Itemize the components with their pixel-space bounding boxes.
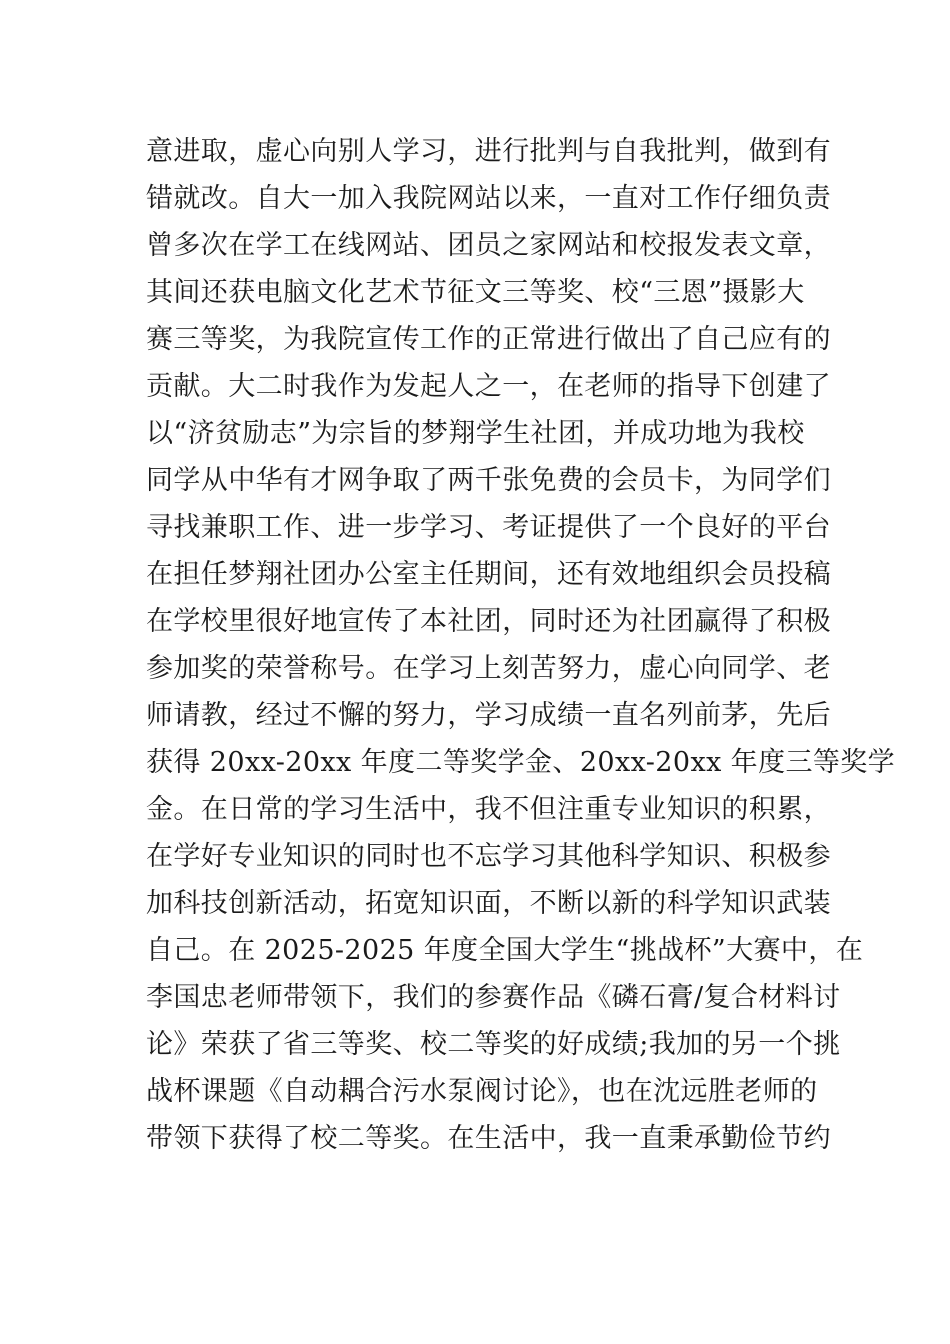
text-line: 金。在日常的学习生活中，我不但注重专业知识的积累， [146,794,831,825]
text-line: 赛三等奖，为我院宣传工作的正常进行做出了自己应有的 [146,324,831,355]
text-line: 自己。在 2025-2025 年度全国大学生“挑战杯”大赛中，在 [146,935,864,966]
text-line: 师请教，经过不懈的努力，学习成绩一直名列前茅，先后 [146,700,831,731]
text-line: 以“济贫励志”为宗旨的梦翔学生社团，并成功地为我校 [146,418,805,449]
text-line: 加科技创新活动，拓宽知识面，不断以新的科学知识武装 [146,888,831,919]
text-line: 李国忠老师带领下，我们的参赛作品《磷石膏/复合材料讨 [146,982,841,1013]
text-line: 贡献。大二时我作为发起人之一，在老师的指导下创建了 [146,371,831,402]
text-line: 寻找兼职工作、进一步学习、考证提供了一个良好的平台 [146,512,831,543]
text-line: 同学从中华有才网争取了两千张免费的会员卡，为同学们 [146,465,831,496]
text-line: 在学好专业知识的同时也不忘学习其他科学知识、积极参 [146,841,831,872]
text-line: 获得 20xx-20xx 年度二等奖学金、20xx-20xx 年度三等奖学 [146,747,896,778]
body-paragraph [146,128,896,1162]
text-line: 意进取，虚心向别人学习，进行批判与自我批判，做到有 [146,136,831,167]
text-line: 在学校里很好地宣传了本社团，同时还为社团赢得了积极 [146,606,831,637]
text-line: 带领下获得了校二等奖。在生活中，我一直秉承勤俭节约 [146,1123,831,1154]
text-line: 战杯课题《自动耦合污水泵阀讨论》，也在沈远胜老师的 [146,1076,818,1107]
text-line: 论》荣获了省三等奖、校二等奖的好成绩;我加的另一个挑 [146,1029,841,1060]
text-line: 参加奖的荣誉称号。在学习上刻苦努力，虚心向同学、老 [146,653,831,684]
text-line: 在担任梦翔社团办公室主任期间，还有效地组织会员投稿 [146,559,831,590]
text-line: 错就改。自大一加入我院网站以来，一直对工作仔细负责 [146,183,831,214]
text-line: 曾多次在学工在线网站、团员之家网站和校报发表文章， [146,230,831,261]
text-line: 其间还获电脑文化艺术节征文三等奖、校“三恩”摄影大 [146,277,805,308]
